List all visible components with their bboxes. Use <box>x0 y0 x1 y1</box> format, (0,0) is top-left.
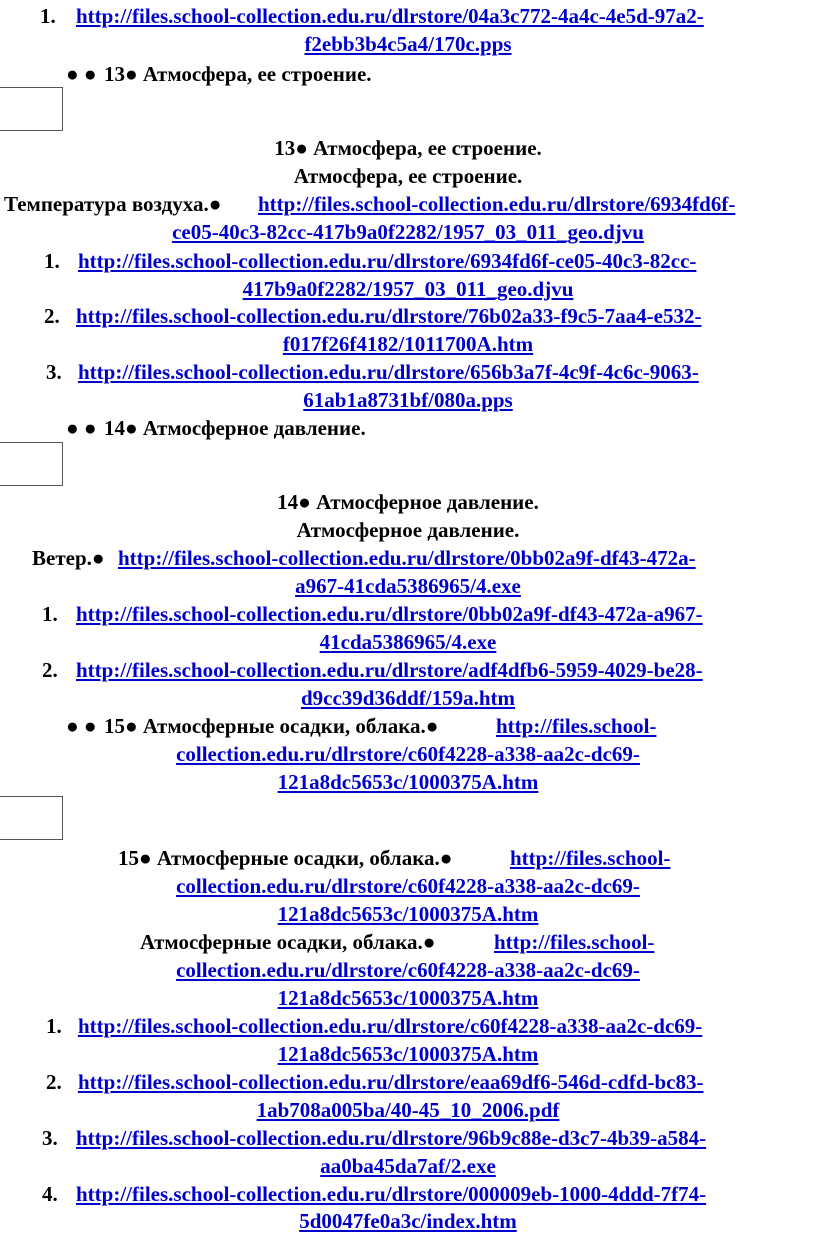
resource-link-continuation[interactable]: aa0ba45da7af/2.exe <box>320 1154 496 1178</box>
resource-link[interactable]: http://files.school-collection.edu.ru/dlrstore/6934fd6f- <box>258 192 736 216</box>
list-number: 1. <box>40 4 56 28</box>
resource-link-continuation[interactable]: d9cc39d36ddf/159a.htm <box>300 686 516 710</box>
link-continuation <box>0 740 816 768</box>
toc-label: 13● Атмосфера, ее строение. <box>104 62 372 86</box>
resource-link-continuation[interactable]: 61ab1a8731bf/080a.pps <box>303 388 513 412</box>
resource-link-continuation[interactable]: 5d0047fe0a3c/index.htm <box>299 1209 517 1233</box>
list-item <box>0 1180 816 1208</box>
list-item <box>0 302 816 330</box>
list-number: 4. <box>42 1182 58 1206</box>
empty-box <box>0 87 63 131</box>
link-continuation <box>0 30 816 58</box>
link-continuation <box>0 956 816 984</box>
list-number: 2. <box>46 1070 62 1094</box>
list-number: 3. <box>46 360 62 384</box>
toc-entry-14 <box>0 414 816 442</box>
resource-link[interactable]: http://files.school- <box>496 714 657 738</box>
temperature-line <box>0 190 816 218</box>
resource-link[interactable]: http://files.school-collection.edu.ru/dlrstore/c60f4228-a338-aa2c-dc69- <box>78 1014 703 1038</box>
resource-link-continuation[interactable]: a967-41cda5386965/4.exe <box>295 574 521 598</box>
link-continuation <box>0 1096 816 1124</box>
link-continuation <box>0 1040 816 1068</box>
resource-link[interactable]: http://files.school-collection.edu.ru/dlrstore/76b02a33-f9c5-7aa4-e532- <box>76 304 702 328</box>
list-number: 1. <box>42 602 58 626</box>
list-item <box>0 1124 816 1152</box>
resource-link-continuation[interactable]: f2ebb3b4c5a4/170c.pps <box>304 32 512 56</box>
resource-link[interactable]: http://files.school-collection.edu.ru/dlrstore/656b3a7f-4c9f-4c6c-9063- <box>78 360 699 384</box>
section-subheading-line <box>0 928 816 956</box>
link-continuation <box>0 1207 816 1235</box>
empty-box <box>0 796 63 840</box>
list-item <box>0 1012 816 1040</box>
toc-entry-15 <box>0 712 816 740</box>
resource-link-continuation[interactable]: 121a8dc5653c/1000375A.htm <box>277 1042 539 1066</box>
resource-link-continuation[interactable]: collection.edu.ru/dlrstore/c60f4228-a338-aa2c-dc69- <box>176 958 640 982</box>
list-item <box>0 600 816 628</box>
bullets: ● ● <box>66 416 97 440</box>
resource-link-continuation[interactable]: collection.edu.ru/dlrstore/c60f4228-a338-aa2c-dc69- <box>176 742 640 766</box>
bullets: ● ● <box>66 62 97 86</box>
list-number: 1. <box>46 1014 62 1038</box>
resource-link[interactable]: http://files.school- <box>510 846 671 870</box>
toc-label: 15● Атмосферные осадки, облака.● <box>104 714 439 738</box>
section-heading: 13● Атмосфера, ее строение. <box>274 136 542 160</box>
list-item <box>0 1068 816 1096</box>
list-number: 3. <box>42 1126 58 1150</box>
toc-entry-13 <box>0 60 816 88</box>
link-continuation <box>0 684 816 712</box>
resource-link-continuation[interactable]: collection.edu.ru/dlrstore/c60f4228-a338-aa2c-dc69- <box>176 874 640 898</box>
link-continuation <box>0 900 816 928</box>
wind-label: Ветер.● <box>32 546 105 570</box>
resource-link-continuation[interactable]: ce05-40c3-82cc-417b9a0f2282/1957_03_011_geo.djvu <box>172 220 644 244</box>
resource-link[interactable]: http://files.school- <box>494 930 655 954</box>
list-number: 1. <box>44 249 60 273</box>
link-continuation <box>0 330 816 358</box>
list-number: 2. <box>42 658 58 682</box>
bullets: ● ● <box>66 714 97 738</box>
list-number: 2. <box>44 304 60 328</box>
section-heading: 14● Атмосферное давление. <box>277 490 539 514</box>
resource-link-continuation[interactable]: 121a8dc5653c/1000375A.htm <box>277 902 539 926</box>
section-subheading: Атмосфера, ее строение. <box>293 164 523 188</box>
resource-link[interactable]: http://files.school-collection.edu.ru/dlrstore/adf4dfb6-5959-4029-be28- <box>76 658 703 682</box>
resource-link-continuation[interactable]: 1ab708a005ba/40-45_10_2006.pdf <box>256 1098 560 1122</box>
resource-link[interactable]: http://files.school-collection.edu.ru/dlrstore/0bb02a9f-df43-472a-a967- <box>76 602 703 626</box>
resource-link[interactable]: http://files.school-collection.edu.ru/dlrstore/96b9c88e-d3c7-4b39-a584- <box>76 1126 707 1150</box>
link-continuation <box>0 275 816 303</box>
temperature-label: Температура воздуха.● <box>4 192 222 216</box>
list-item <box>0 656 816 684</box>
resource-link-continuation[interactable]: 41cda5386965/4.exe <box>319 630 497 654</box>
link-continuation <box>0 872 816 900</box>
resource-link[interactable]: http://files.school-collection.edu.ru/dlrstore/0bb02a9f-df43-472a- <box>118 546 696 570</box>
section-heading-line <box>0 844 816 872</box>
link-continuation <box>0 628 816 656</box>
resource-link[interactable]: http://files.school-collection.edu.ru/dlrstore/eaa69df6-546d-cdfd-bc83- <box>78 1070 704 1094</box>
resource-link[interactable]: http://files.school-collection.edu.ru/dlrstore/000009eb-1000-4ddd-7f74- <box>76 1182 707 1206</box>
link-continuation <box>0 572 816 600</box>
link-continuation <box>0 386 816 414</box>
section-subheading: Атмосферное давление. <box>296 518 520 542</box>
empty-box <box>0 442 63 486</box>
resource-link-continuation[interactable]: f017f26f4182/1011700A.htm <box>282 332 534 356</box>
section-heading: 15● Атмосферные осадки, облака.● <box>118 846 453 870</box>
list-item <box>0 247 816 275</box>
resource-link[interactable]: http://files.school-collection.edu.ru/dlrstore/04a3c772-4a4c-4e5d-97a2- <box>76 4 704 28</box>
link-continuation <box>0 768 816 796</box>
section-subheading: Атмосферные осадки, облака.● <box>140 930 436 954</box>
toc-label: 14● Атмосферное давление. <box>104 416 366 440</box>
list-item <box>0 358 816 386</box>
link-continuation <box>0 984 816 1012</box>
list-item <box>0 2 816 30</box>
resource-link[interactable]: http://files.school-collection.edu.ru/dlrstore/6934fd6f-ce05-40c3-82cc- <box>78 249 697 273</box>
resource-link-continuation[interactable]: 121a8dc5653c/1000375A.htm <box>277 986 539 1010</box>
link-continuation <box>0 218 816 246</box>
resource-link-continuation[interactable]: 121a8dc5653c/1000375A.htm <box>277 770 539 794</box>
link-continuation <box>0 1152 816 1180</box>
resource-link-continuation[interactable]: 417b9a0f2282/1957_03_011_geo.djvu <box>242 277 574 301</box>
wind-line <box>0 544 816 572</box>
